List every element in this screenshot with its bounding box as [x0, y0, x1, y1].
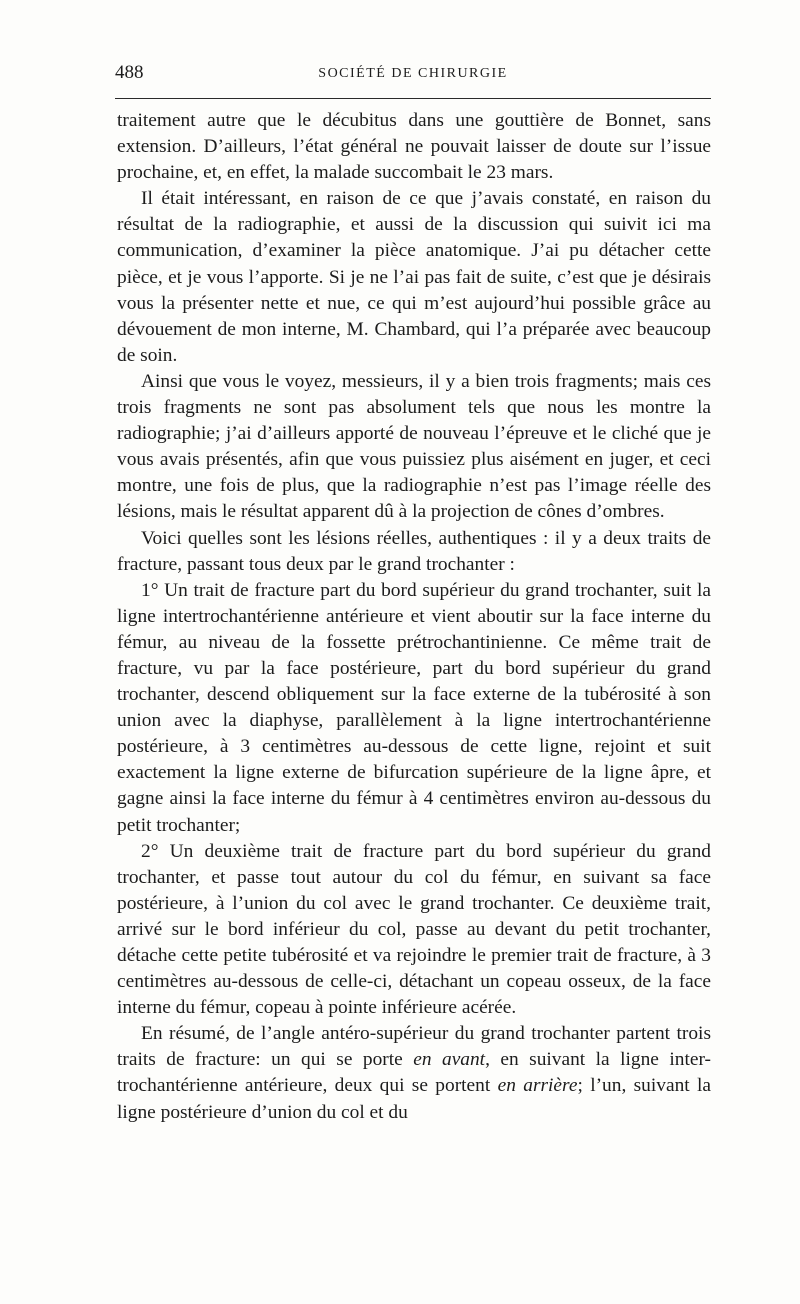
- paragraph-continuation: [117, 108, 711, 186]
- text-span: , en suivant la ligne inter-trochantérienne antérieure, deux qui se portent: [117, 1049, 711, 1097]
- header-rule: [115, 98, 711, 99]
- page-number: 488: [115, 62, 144, 83]
- paragraph: [117, 186, 711, 369]
- paragraph-list-item-1: [117, 578, 711, 839]
- text-span: Voici quelles sont les lésions réelles, authentiques : il y a deux traits de fracture, passant tous deux par le grand trochanter :: [117, 527, 711, 575]
- paragraph: [117, 526, 711, 578]
- running-title: SOCIÉTÉ DE CHIRURGIE: [318, 66, 508, 81]
- page-header: [115, 56, 711, 88]
- text-span: Il était intéressant, en raison de ce que j’avais constaté, en raison du résultat de la radiographie, et aussi de la discussion qui suivit ici ma communication, d’examiner la pièce anatomique. J’ai pu détacher cette pièce, et je vous l’apporte. Si je ne l’ai pas fait de suite, c’est que je désirais vous la présenter nette et nue, ce qui m’est aujourd’hui possible grâce au dévouement de mon interne, M. Chambard, qui l’a préparée avec beaucoup de soin.: [117, 188, 711, 366]
- text-span: En résumé, de l’angle antéro-supérieur du grand trochanter partent trois traits de fracture: un qui se porte: [117, 1023, 711, 1071]
- text-span: Ainsi que vous le voyez, messieurs, il y a bien trois fragments; mais ces trois fragments ne sont pas absolument tels que nous les montre la radiographie; j’ai d’ailleurs apporté de nouveau l’épreuve et le cliché que je vous avais présentés, afin que vous puissiez plus aisément en juger, et ceci montre, une fois de plus, que la radiographie n’est pas l’image réelle des lésions, mais le résultat apparent dû à la projection de cônes d’ombres.: [117, 370, 711, 523]
- body-text: [117, 108, 711, 1126]
- italic-text: en arrière: [497, 1075, 578, 1097]
- italic-text: en avant: [413, 1049, 486, 1071]
- paragraph: [117, 369, 711, 526]
- text-span: ; l’un, suivant la ligne postérieure d’union du col et du: [117, 1075, 711, 1123]
- text-span: 1° Un trait de fracture part du bord supérieur du grand trochanter, suit la ligne intertrochantérienne antérieure et vient aboutir sur la face interne du fémur, au niveau de la fossette prétrochantinienne. Ce même trait de fracture, vu par la face postérieure, part du bord supérieur du grand trochanter, descend obliquement sur la face externe de la tubérosité à son union avec la diaphyse, parallèlement à la ligne intertrochantérienne postérieure, à 3 centimètres au-dessous de cette ligne, rejoint et suit exactement la ligne externe de bifurcation supérieure de la ligne âpre, et gagne ainsi la face interne du fémur à 4 centimètres environ au-dessous du petit trochanter;: [117, 579, 711, 836]
- paragraph-list-item-2: [117, 839, 711, 1022]
- text-span: 2° Un deuxième trait de fracture part du bord supérieur du grand trochanter, et passe tout autour du col du fémur, en suivant sa face postérieure, à l’union du col avec le grand trochanter. Ce deuxième trait, arrivé sur le bord inférieur du col, passe au devant du petit trochanter, détache cette petite tubérosité et va rejoindre le premier trait de fracture, à 3 centimètres au-dessous de celle-ci, détachant un copeau osseux, de la face interne du fémur, copeau à pointe inférieure acérée.: [117, 840, 711, 1019]
- paragraph-summary: [117, 1021, 711, 1125]
- text-span: traitement autre que le décubitus dans une gouttière de Bonnet, sans extension. D’ailleurs, l’état général ne pouvait laisser de doute sur l’issue prochaine, et, en effet, la malade succombait le 23 mars.: [117, 110, 711, 184]
